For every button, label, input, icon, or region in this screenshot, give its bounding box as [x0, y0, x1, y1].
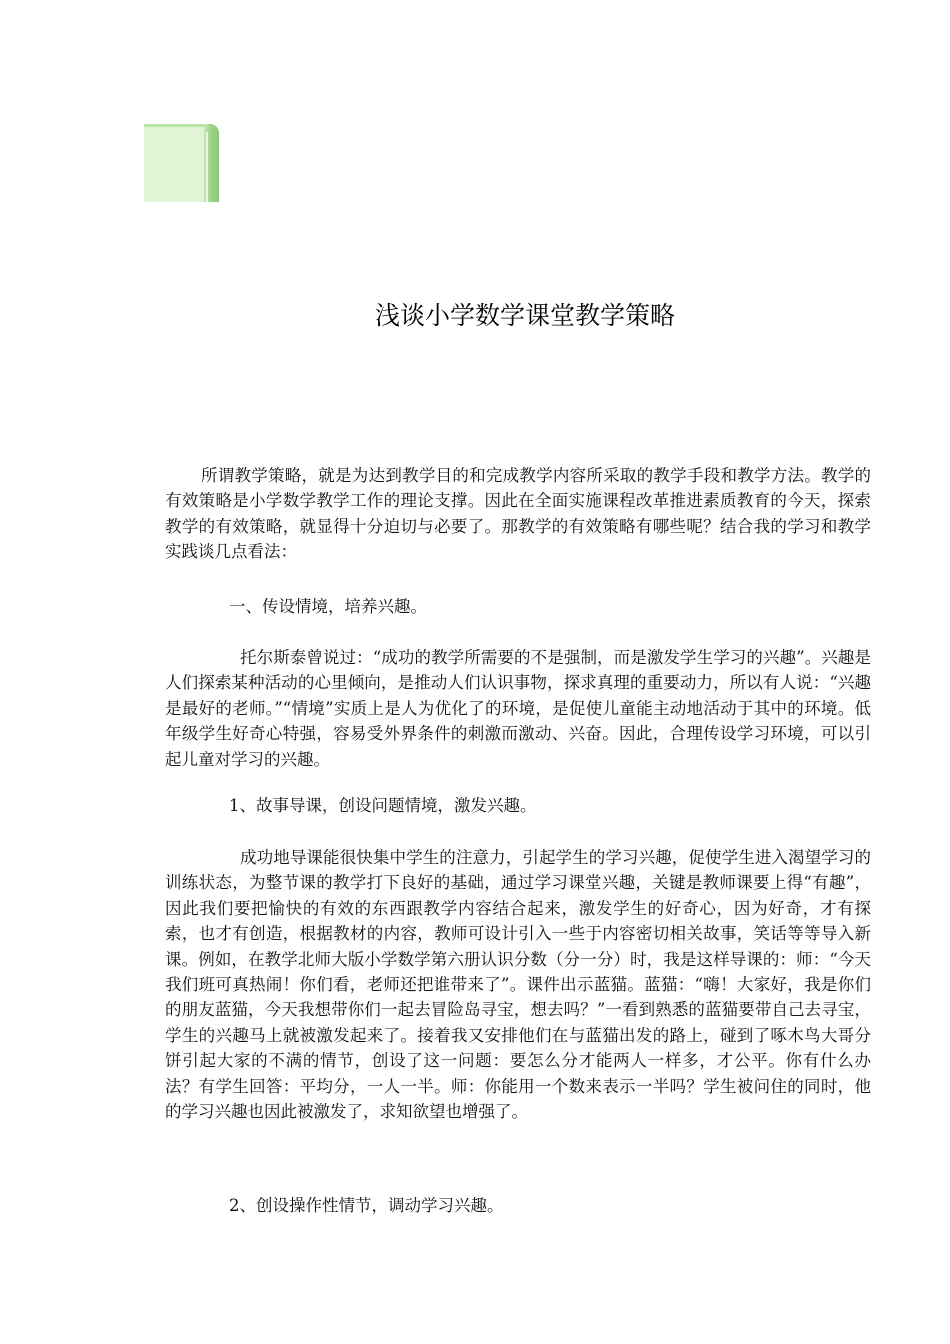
section-1-paragraph: 托尔斯泰曾说过：“成功的教学所需要的不是强制，而是激发学生学习的兴趣”。兴趣是人们探索某种活动的心里倾向，是推动人们认识事物，探求真理的重要动力，所以有人说：“兴趣是最好的老师。”“情境”实质上是人为优化了的环境，是促使儿童能主动地活动于其中的环境。低年级学生好奇心特强，容易受外界条件的刺激而激动、兴奋。因此，合理传设学习环境，可以引起儿童对学习的兴趣。 — [165, 648, 871, 769]
section-heading-1: 一、传设情境，培养兴趣。 — [229, 597, 427, 616]
corner-tab-decoration — [144, 124, 219, 202]
subsection-heading-2: 2、创设操作性情节，调动学习兴趣。 — [229, 1196, 504, 1215]
corner-tab-edge — [204, 124, 219, 202]
page-title: 浅谈小学数学课堂教学策略 — [374, 300, 675, 330]
corner-tab-fill — [144, 124, 204, 202]
intro-paragraph: 所谓教学策略，就是为达到教学目的和完成教学内容所采取的教学手段和教学方法。教学的有效策略是小学数学教学工作的理论支撑。因此在全面实施课程改革推进素质教育的今天，探索教学的有效策略，就显得十分迫切与必要了。那教学的有效策略有哪些呢？结合我的学习和教学实践谈几点看法： — [165, 466, 871, 562]
subsection-1-paragraph: 成功地导课能很快集中学生的注意力，引起学生的学习兴趣，促使学生进入渴望学习的训练状态，为整节课的教学打下良好的基础，通过学习课堂兴趣，关键是教师课要上得“有趣”，因此我们要把愉快的有效的东西跟教学内容结合起来，激发学生的好奇心，因为好奇，才有探索，也才有创造，根据教材的内容，教师可设计引入一些于内容密切相关故事，笑话等等导入新课。例如，在教学北师大版小学数学第六册认识分数（分一分）时，我是这样导课的：师：“今天我们班可真热闹！你们看，老师还把谁带来了”。课件出示蓝猫。蓝猫：“嗨！大家好，我是你们的朋友蓝猫，今天我想带你们一起去冒险岛寻宝，想去吗？”一看到熟悉的蓝猫要带自己去寻宝，学生的兴趣马上就被激发起来了。接着我又安排他们在与蓝猫出发的路上，碰到了啄木鸟大哥分饼引起大家的不满的情节，创设了这一问题：要怎么分才能两人一样多，才公平。你有什么办法？有学生回答：平均分，一人一半。师：你能用一个数来表示一半吗？学生被问住的同时，他的学习兴趣也因此被激发了，求知欲望也增强了。 — [165, 848, 871, 1122]
subsection-heading-1: 1、故事导课，创设问题情境，激发兴趣。 — [229, 796, 537, 815]
